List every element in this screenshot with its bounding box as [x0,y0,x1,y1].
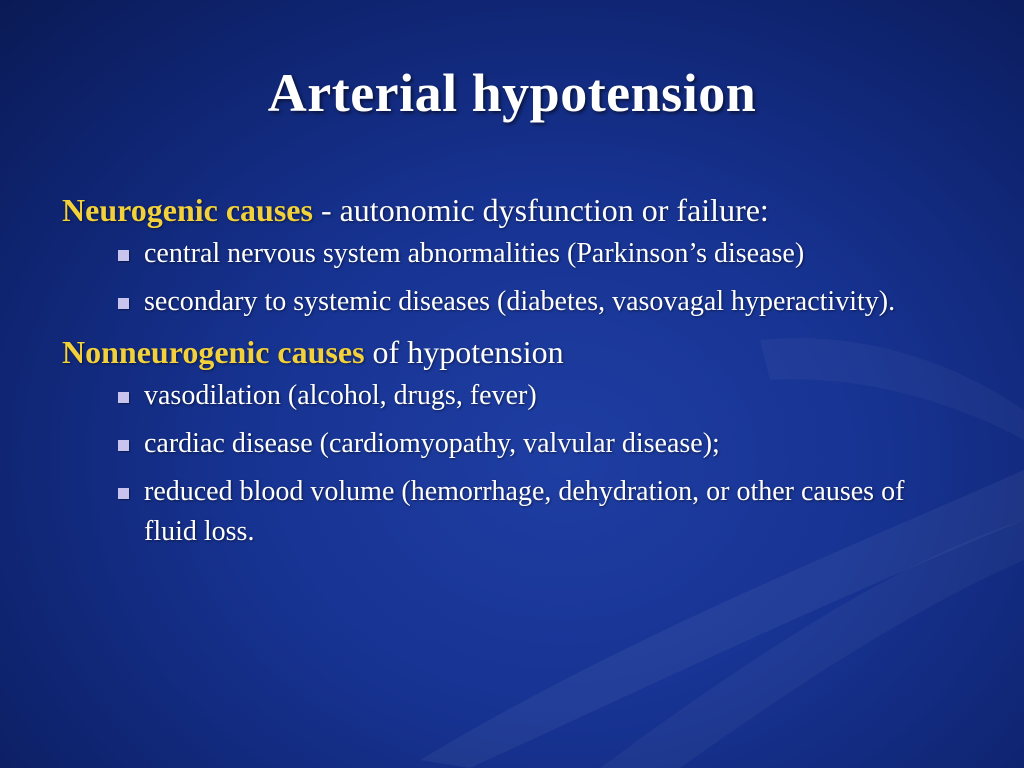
slide-title: Arterial hypotension [267,63,757,123]
square-bullet-icon [118,298,129,309]
list-item [118,472,924,552]
heading-key: Nonneurogenic causes [62,334,365,370]
list-item-text: secondary to systemic diseases (diabetes, vasovagal hyperactivity). [144,286,896,317]
section-heading-nonneurogenic [62,330,962,374]
square-bullet-icon [118,440,129,451]
square-bullet-icon [118,250,129,261]
square-bullet-icon [118,392,129,403]
section-heading-neurogenic [62,188,962,232]
list-item [118,234,924,274]
heading-rest: - autonomic dysfunction or failure: [312,192,769,228]
list-item [118,424,924,464]
neurogenic-list [62,234,962,322]
slide-content [62,188,962,560]
square-bullet-icon [118,488,129,499]
list-item [118,376,924,416]
list-item-text: cardiac disease (cardiomyopathy, valvular disease); [144,428,720,459]
heading-rest: of hypotension [364,334,564,370]
nonneurogenic-list [62,376,962,552]
list-item-text: central nervous system abnormalities (Parkinson’s disease) [144,238,805,269]
list-item [118,282,924,322]
list-item-text: vasodilation (alcohol, drugs, fever) [144,380,537,411]
list-item-text: reduced blood volume (hemorrhage, dehydration, or other causes of fluid loss. [144,476,905,547]
heading-key: Neurogenic causes [62,192,313,228]
